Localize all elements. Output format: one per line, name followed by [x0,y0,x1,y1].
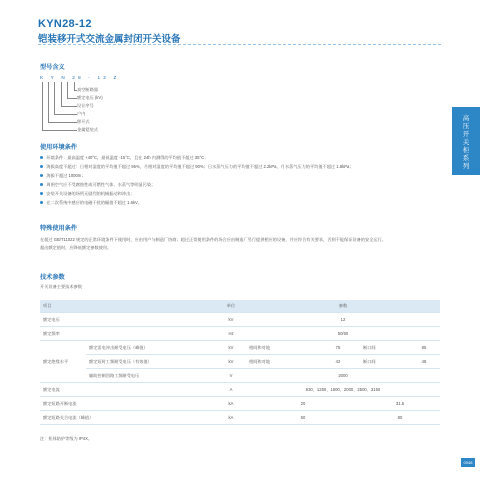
side-tab-char: 柜 [462,147,470,154]
cell-item: 辅助控制回路工频耐受电压 [86,369,216,383]
side-tab-char: 系 [462,155,470,162]
cell-item: 额定雷电冲击耐受电压（峰值） [86,341,216,355]
bullet-dot-icon [40,183,43,186]
side-tab-char: 压 [462,123,470,130]
page-number: 0048 [461,458,475,467]
cell-item: 额定频率 [40,327,216,341]
cell-value: 20 [246,397,360,411]
bullet-dot-icon [40,192,43,195]
environment-item [40,173,85,179]
cell-sub-label: 相间和对地 [246,355,316,369]
cell-unit: kV [216,355,246,369]
cell-unit: A [216,383,246,397]
title-divider [38,44,441,45]
side-tab-char: 高 [462,115,470,122]
model-legend-item: 额定电压 (kV) [77,95,103,100]
col-header-unit: 单位 [216,300,246,313]
tech-params-table [40,300,440,425]
cell-value: 50 [246,411,360,425]
environment-item [40,182,155,188]
model-legend-item: 设计序号 [77,103,94,108]
cell-item: 额定短时工频耐受电压（有效值） [86,355,216,369]
cell-item: 额定短路关合电流（峰值） [40,411,216,425]
model-legend-item: 户内 [77,111,86,116]
environment-heading: 使用环境条件 [40,144,78,151]
special-conditions-text: 在超过 GB/T11022 规定的正常环境条件下使用时，应由用户与制造厂协商；超过正常使用条件的场合应由制造厂另行提供相应的设备，并应符合有关要求，否则不能保证设备的安全运行。 [40,237,386,242]
environment-item-text: 周围空气应不受腐蚀性或可燃性气体、水蒸气等明显污染； [46,182,156,187]
model-code-tree [41,82,77,132]
cell-value: 42 [316,355,360,369]
table-row [40,397,440,411]
cell-unit: Hz [216,327,246,341]
cell-item: 额定电压 [40,313,216,327]
special-conditions-text: 超出额定值时，应降低额定参数使用。 [40,245,112,250]
bullet-dot-icon [40,201,43,204]
environment-item-text: 海拔不超过 1000m； [46,173,86,178]
cell-unit: kV [216,313,246,327]
bullet-dot-icon [40,156,43,159]
cell-sub-label: 断口间 [360,355,408,369]
cell-unit: kA [216,411,246,425]
table-header-row [40,300,440,313]
environment-item-text: 环境条件：最高温度 +40°C，最低温度 -15°C，且在 24h 内测得的平均值不超过 35°C； [46,155,209,160]
environment-item-text: 安装开关设备的场所无剧烈的机械振动和冲击； [46,191,135,196]
environment-item [40,200,142,206]
tech-params-heading: 技术参数 [40,274,65,281]
side-tab-char: 列 [462,163,470,170]
cell-value: 31.5 [360,397,440,411]
table-footnote: 注：柜体防护等级为 IP4X。 [40,436,93,441]
bullet-dot-icon [40,165,43,168]
model-legend-item: 金属铠装式 [77,127,98,132]
cell-unit: kV [216,341,246,355]
special-conditions-heading: 特殊使用条件 [40,225,78,232]
environment-item [40,164,354,170]
table-row [40,355,440,369]
side-tab-char: 关 [462,139,470,146]
cell-item: 额定电流 [40,383,216,397]
product-model-title: KYN28-12 [38,18,92,30]
cell-value: 48 [408,355,440,369]
environment-item [40,191,134,197]
environment-item-text: 海拔高度不超过：日相对湿度的平均值不超过 95%，月相对湿度的平均值不超过 90%；日水蒸气压力的平均值不超过 2.2kPa，月水蒸气压力的平均值不超过 1.8kPa； [46,164,354,169]
table-row [40,327,440,341]
table-row [40,313,440,327]
cell-group-label: 额定绝缘水平 [40,341,86,383]
model-code: K Y N 28 - 12 Z [40,75,120,80]
cell-value: 85 [408,341,440,355]
cell-value: 2000 [246,369,440,383]
environment-item-text: 在二次系统中感应的电磁干扰的幅值不超过 1.6kV。 [46,200,143,205]
model-legend-item: 真空断路器 [77,87,98,92]
cell-item: 额定短路开断电流 [40,397,216,411]
cell-unit: V [216,369,246,383]
cell-value: 12 [246,313,440,327]
bullet-dot-icon [40,174,43,177]
cell-value: 80 [360,411,440,425]
side-category-tab[interactable] [452,107,480,175]
table-row [40,341,440,355]
table-row [40,383,440,397]
side-tab-char: 开 [462,131,470,138]
cell-value: 50/60 [246,327,440,341]
cell-value: 630、1250、1600、2000、2500、3150 [246,383,440,397]
environment-item [40,155,208,161]
table-row [40,411,440,425]
col-header-value: 参数 [246,300,440,313]
cell-unit: kA [216,397,246,411]
cell-value: 75 [316,341,360,355]
tech-params-subheading: 开关设备主要技术参数 [40,284,82,289]
product-name-title: 铠装移开式交流金属封闭开关设备 [38,34,181,45]
cell-sub-label: 断口间 [360,341,408,355]
model-meaning-heading: 型号含义 [40,64,65,71]
table-row [40,369,440,383]
model-legend-item: 移开式 [77,119,90,124]
cell-sub-label: 相间和对地 [246,341,316,355]
col-header-item: 项目 [40,300,216,313]
